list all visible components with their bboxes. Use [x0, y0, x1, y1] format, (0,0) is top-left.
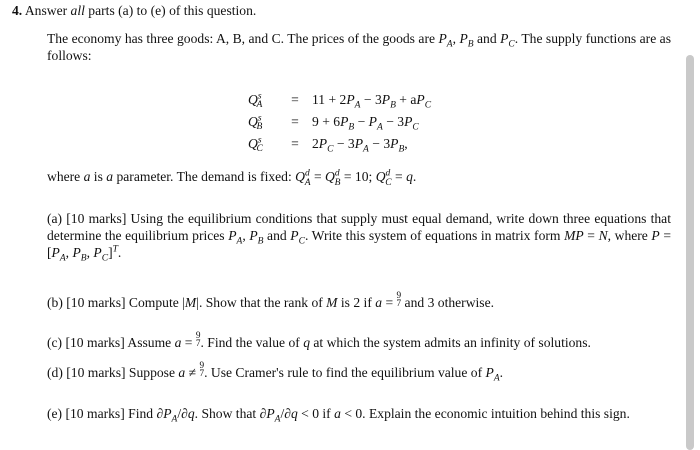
question-heading: [12, 2, 672, 19]
supply-equations: [248, 88, 431, 154]
vertical-scrollbar[interactable]: [686, 55, 694, 450]
part-b: (b) [10 marks] Compute |M|. Show that the rank of M is 2 if a = 9 7 and 3 otherwise.: [47, 290, 495, 310]
demand-paragraph: where a is a parameter. The demand is fixed: $Q^d_A = Q^d_B = 10$; $Q^d_C = q$.: [47, 168, 417, 188]
equation-lhs: $Q^s_B$: [248, 112, 263, 133]
equation-row: [248, 132, 431, 154]
equation-operator: =: [291, 135, 299, 151]
equation-lhs: $Q^s_C$: [248, 134, 263, 155]
intro-paragraph: The economy has three goods: A, B, and C. The prices of the goods are $P_A$, $P_B$ and $P_C$. The supply functions are as follows:: [47, 31, 672, 63]
question-number: 4.: [12, 3, 23, 18]
part-d: (d) [10 marks] Suppose a ≠ 9 7. Use Cramer's rule to find the equilibrium value of $P_A$.: [47, 360, 504, 384]
equation-rhs: $9 + 6P_B - P_A - 3P_C$: [312, 113, 419, 133]
equation-row: [248, 88, 431, 110]
equation-operator: =: [291, 113, 299, 129]
equation-lhs: $Q^s_A$: [248, 90, 263, 111]
part-a: (a) [10 marks] Using the equilibrium conditions that supply must equal demand, write down three equations that determine the equilibrium prices $P_A$, $P_B$ and $P_C$. Write this system of equations in matrix form MP = N, where $P = [P_A$, $P_B$, $P_C]^T$.: [47, 211, 671, 264]
equation-rhs: $2P_C - 3P_A - 3P_B$,: [312, 135, 408, 155]
equation-operator: =: [291, 91, 299, 107]
equation-rhs: $11 + 2P_A - 3P_B + aP_C$: [312, 91, 432, 111]
part-e: (e) [10 marks] Find $\partial P_A/\partial q$. Show that $\partial P_A/\partial q < 0$ if a < 0. Explain the economic intuition behind this sign.: [47, 406, 630, 425]
question-heading-text: Answer all parts (a) to (e) of this question.: [24, 3, 257, 18]
part-c: (c) [10 marks] Assume a = 9 7. Find the value of q at which the system admits an infinity of solutions.: [47, 330, 591, 350]
equation-row: [248, 110, 431, 132]
